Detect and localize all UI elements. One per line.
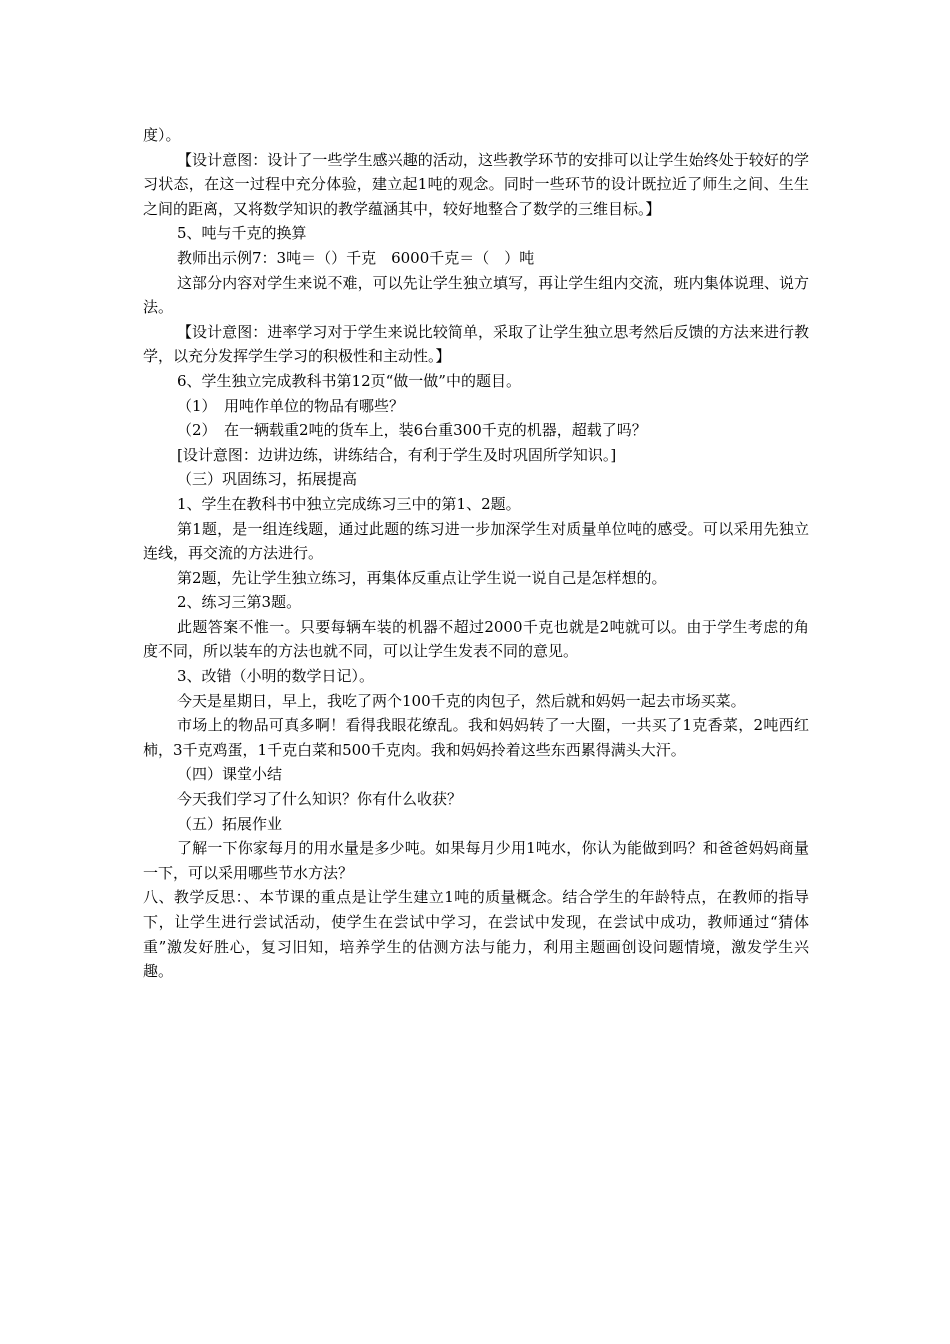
section-heading: （四）课堂小结 [177, 765, 283, 784]
list-item: （1） 用吨作单位的物品有哪些？ [177, 396, 405, 415]
paragraph: 此题答案不惟一。只要每辆车装的机器不超过2000千克也就是2吨就可以。由于学生考虑的角度不同，所以装车的方法也就不同，可以让学生发表不同的意见。 [143, 617, 809, 661]
paragraph: 教师出示例7：3吨＝（）千克 6000千克＝（ ）吨 [177, 248, 535, 267]
section-heading: 3、改错（小明的数学日记）。 [177, 667, 375, 686]
paragraph: 今天我们学习了什么知识？你有什么收获？ [177, 790, 463, 809]
paragraph: 第1题，是一组连线题，通过此题的练习进一步加深学生对质量单位吨的感受。可以采用先独立连线，再交流的方法进行。 [143, 519, 809, 563]
section-heading: 6、学生独立完成教科书第12页“做一做”中的题目。 [177, 371, 521, 390]
paragraph: 度）。 [143, 126, 181, 144]
paragraph: 第2题，先让学生独立练习，再集体反重点让学生说一说自己是怎样想的。 [177, 568, 667, 587]
document-body [143, 123, 809, 984]
section-heading: （三）巩固练习，拓展提高 [177, 470, 358, 489]
section-heading: （五）拓展作业 [177, 814, 283, 833]
paragraph: 这部分内容对学生来说不难，可以先让学生独立填写，再让学生组内交流，班内集体说理、说方法。 [143, 273, 809, 317]
list-item: （2） 在一辆载重2吨的货车上，装6台重300千克的机器，超载了吗？ [177, 421, 647, 440]
section-heading: 2、练习三第3题。 [177, 593, 302, 612]
design-intent-paragraph: 【设计意图：进率学习对于学生来说比较简单，采取了让学生独立思考然后反馈的方法来进行教学，以充分发挥学生学习的积极性和主动性。】 [143, 322, 809, 366]
paragraph: 今天是星期日，早上，我吃了两个100千克的肉包子，然后就和妈妈一起去市场买菜。 [177, 691, 746, 710]
design-intent-paragraph: [设计意图：边讲边练，讲练结合，有利于学生及时巩固所学知识。] [177, 445, 617, 464]
paragraph: 了解一下你家每月的用水量是多少吨。如果每月少用1吨水，你认为能做到吗？和爸爸妈妈商量一下，可以采用哪些节水方法？ [143, 839, 809, 882]
section-heading: 5、吨与千克的换算 [177, 224, 307, 243]
paragraph: 市场上的物品可真多啊！看得我眼花缭乱。我和妈妈转了一大圈，一共买了1克香菜，2吨西红柿，3千克鸡蛋，1千克白菜和500千克肉。我和妈妈拎着这些东西累得满头大汗。 [143, 716, 809, 759]
design-intent-paragraph: 【设计意图：设计了一些学生感兴趣的活动，这些教学环节的安排可以让学生始终处于较好的学习状态，在这一过程中充分体验，建立起1吨的观念。同时一些环节的设计既拉近了师生之间、生生之间的距离，又将数学知识的教学蕴涵其中，较好地整合了数学的三维目标。】 [143, 150, 809, 218]
section-heading: 1、学生在教科书中独立完成练习三中的第1、2题。 [177, 494, 521, 513]
reflection-paragraph: 八、教学反思：、本节课的重点是让学生建立1吨的质量概念。结合学生的年龄特点，在教师的指导下，让学生进行尝试活动，使学生在尝试中学习，在尝试中发现，在尝试中成功，教师通过“猜体重”激发好胜心，复习旧知，培养学生的估测方法与能力，利用主题画创设问题情境，激发学生兴趣。 [143, 888, 809, 981]
